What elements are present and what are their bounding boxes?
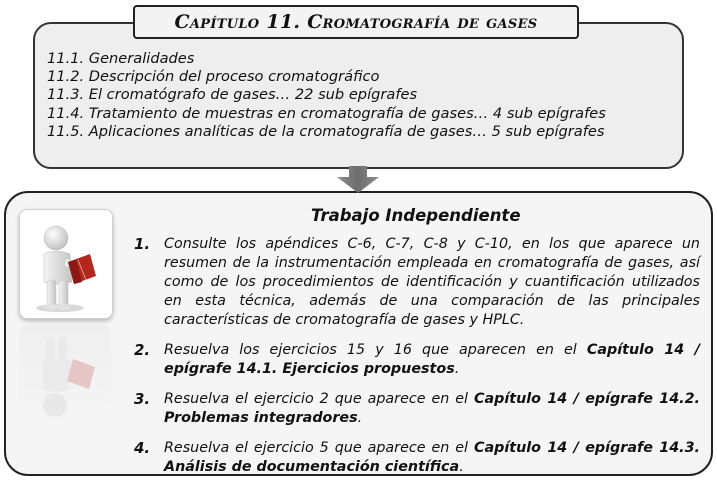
task-reference: Capítulo 14 / epígrafe 14.2. Problemas integradores	[164, 391, 700, 426]
work-title: Trabajo Independiente	[311, 206, 521, 225]
person-reading-book-icon	[19, 209, 113, 319]
illustration-reflection	[19, 325, 111, 421]
chapter-outline-box	[33, 22, 684, 169]
down-arrow-icon	[337, 166, 379, 193]
outline-list	[47, 50, 668, 141]
task-number: 2.	[134, 341, 151, 359]
outline-item-11-3: 11.3. El cromatógrafo de gases… 22 sub epígrafes	[47, 86, 418, 104]
task-item	[130, 390, 700, 428]
task-text: Resuelva el ejercicio 2 que aparece en el Capítulo 14 / epígrafe 14.2. Problemas integradores.	[164, 391, 700, 426]
task-reference: Capítulo 14 / epígrafe 14.3. Análisis de documentación científica	[164, 440, 700, 475]
task-number: 1.	[134, 235, 151, 253]
task-item	[130, 341, 700, 379]
task-item	[130, 235, 700, 330]
task-number: 3.	[134, 390, 151, 408]
task-list	[130, 235, 700, 488]
outline-item-11-2: 11.2. Descripción del proceso cromatográfico	[47, 68, 380, 86]
outline-item-11-5: 11.5. Aplicaciones analíticas de la cromatografía de gases… 5 sub epígrafes	[47, 122, 605, 140]
chapter-title: Capítulo 11. Cromatografía de gases	[174, 11, 538, 33]
task-text: Resuelva los ejercicios 15 y 16 que aparecen en el Capítulo 14 / epígrafe 14.1. Ejercicios propuestos.	[164, 342, 700, 377]
outline-item-11-4: 11.4. Tratamiento de muestras en cromatografía de gases… 4 sub epígrafes	[47, 104, 606, 122]
task-number: 4.	[134, 439, 151, 457]
task-text: Consulte los apéndices C-6, C-7, C-8 y C-10, en los que aparece un resumen de la instrumentación empleada en cromatografía de gases, así como de los procedimientos de identificación y cuantificación utilizados en esta técnica, además de una comparación de las principales características de cromatografía de gases y HPLC.	[164, 236, 700, 328]
chapter-title-box	[133, 5, 579, 39]
independent-work-box	[4, 191, 713, 476]
task-text: Resuelva el ejercicio 5 que aparece en el Capítulo 14 / epígrafe 14.3. Análisis de documentación científica.	[164, 440, 700, 475]
task-item	[130, 439, 700, 477]
outline-item-11-1: 11.1. Generalidades	[47, 50, 195, 67]
task-reference: Capítulo 14 / epígrafe 14.1. Ejercicios propuestos	[164, 342, 700, 377]
